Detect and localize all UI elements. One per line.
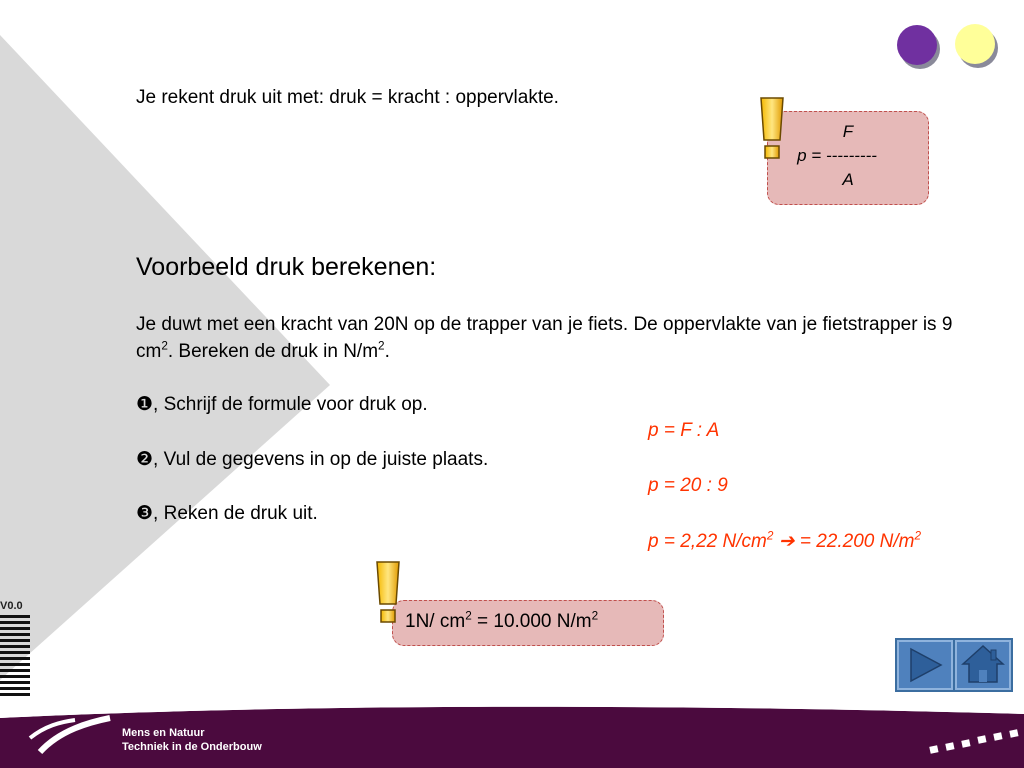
step-1-text: , Schrijf de formule voor druk op.	[153, 394, 428, 415]
answer-3-sup1: 2	[766, 529, 774, 543]
formula-denominator: A	[842, 170, 854, 189]
answer-3-part2: = 22.200 N/m	[794, 531, 915, 552]
step-3	[136, 502, 318, 526]
decorative-dots	[897, 22, 1003, 68]
answer-3-part1: p = 2,22 N/cm	[648, 531, 767, 552]
step-3-bullet: ❸	[136, 503, 154, 524]
paragraph-sup1: 2	[161, 339, 168, 353]
version-label: V0.0	[0, 600, 23, 612]
formula-line: p = ---------	[797, 146, 877, 165]
footer-subtitle: Techniek in de Onderbouw	[122, 741, 262, 753]
answer-1: p = F : A	[648, 420, 720, 441]
step-3-text: , Reken de druk uit.	[153, 503, 318, 524]
step-2-text: , Vul de gegevens in op de juiste plaats.	[153, 449, 489, 470]
home-icon	[955, 640, 1011, 690]
play-arrow-icon	[897, 640, 953, 690]
conversion-note	[392, 600, 664, 646]
paragraph-part2: . Bereken de druk in N/m	[167, 341, 379, 362]
answer-3	[648, 530, 921, 553]
intro-text: Je rekent druk uit met: druk = kracht : oppervlakte.	[136, 87, 559, 108]
yellow-dot	[955, 24, 995, 64]
exclamation-icon	[758, 96, 786, 160]
paragraph-sup2: 2	[378, 339, 385, 353]
conversion-text	[405, 611, 598, 633]
purple-dot	[897, 25, 937, 65]
footer-title: Mens en Natuur	[122, 727, 205, 739]
problem-paragraph	[136, 311, 976, 365]
conversion-sup1: 2	[465, 609, 472, 623]
formula-numerator: F	[842, 122, 854, 141]
step-1-bullet: ❶	[136, 394, 154, 415]
home-button[interactable]	[953, 638, 1013, 692]
step-1	[136, 393, 428, 417]
next-slide-button[interactable]	[895, 638, 955, 692]
conversion-part1: 1N/ cm	[405, 611, 466, 632]
formula-fraction	[768, 120, 928, 192]
step-2-bullet: ❷	[136, 449, 154, 470]
conversion-part2: = 10.000 N/m	[471, 611, 592, 632]
version-barcode	[0, 600, 30, 696]
example-heading: Voorbeeld druk berekenen:	[136, 253, 437, 281]
step-2	[136, 448, 488, 472]
answer-3-sup2: 2	[914, 529, 921, 543]
paragraph-part3: .	[384, 341, 390, 362]
paragraph-part1: Je duwt met een kracht van 20N op de trapper van je fiets. De oppervlakte van je fietstrapper is 9 cm	[136, 314, 953, 362]
exclamation-icon	[374, 560, 402, 624]
conversion-sup2: 2	[591, 609, 599, 623]
formula-note	[767, 111, 929, 205]
arrow-right-icon: ➔	[778, 531, 795, 552]
answer-2: p = 20 : 9	[648, 475, 728, 496]
